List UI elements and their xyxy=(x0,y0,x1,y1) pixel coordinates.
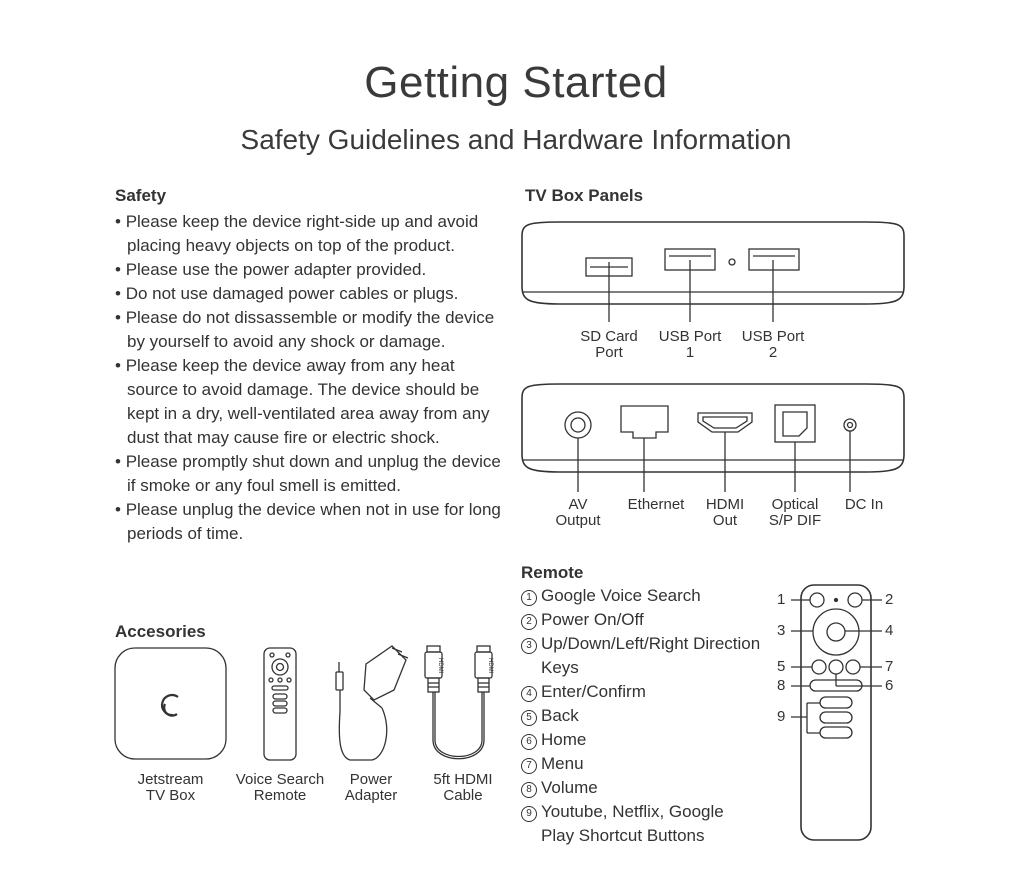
power-button xyxy=(848,593,862,607)
callout-number: 7 xyxy=(885,658,894,675)
voice-search-button xyxy=(810,593,824,607)
hdmi-cable-label: HDMI xyxy=(437,658,443,674)
front-panel-diagram xyxy=(522,222,904,322)
remote-image xyxy=(264,648,296,760)
callout-number: 4 xyxy=(885,622,894,639)
callout-number: 9 xyxy=(777,708,786,725)
panels-heading: TV Box Panels xyxy=(525,186,644,205)
callout-number: 6 xyxy=(885,677,894,694)
callout-number: 3 xyxy=(777,622,786,639)
tv-box-image xyxy=(115,648,226,759)
list-item: 2 Power On/Off xyxy=(521,608,761,632)
list-item: 5 Back xyxy=(521,704,761,728)
list-item: • Please keep the device away from any heat source to avoid damage. The device should be kept in a dry, well-ventilated area away from any dust that may cause fire or electric shock. xyxy=(115,354,505,450)
list-item: • Please keep the device right-side up and avoid placing heavy objects on top of the product. xyxy=(115,210,505,258)
port-label-hdmi-out: HDMI Out xyxy=(705,496,745,529)
back-button xyxy=(812,660,826,674)
port-label-sd-card: SD Card Port xyxy=(580,328,638,361)
power-adapter-image xyxy=(336,646,408,760)
remote-diagram xyxy=(791,585,882,840)
enter-button xyxy=(827,623,845,641)
callout-number: 1 xyxy=(777,591,786,608)
port-label-dc-in: DC In xyxy=(844,496,884,513)
callout-number: 2 xyxy=(885,591,894,608)
port-label-ethernet: Ethernet xyxy=(627,496,685,513)
led-indicator xyxy=(729,259,735,265)
ethernet-port xyxy=(621,406,668,438)
list-item: • Please use the power adapter provided. xyxy=(115,258,505,282)
remote-heading: Remote xyxy=(521,563,584,582)
menu-button xyxy=(846,660,860,674)
port-label-usb-2: USB Port 2 xyxy=(741,328,805,361)
port-label-usb-1: USB Port 1 xyxy=(658,328,722,361)
accessory-label-power-adapter: Power Adapter xyxy=(344,771,398,804)
callout-number: 5 xyxy=(777,658,786,675)
shortcut-button xyxy=(820,712,852,723)
list-item: 4 Enter/Confirm xyxy=(521,680,761,704)
list-item: • Please promptly shut down and unplug the device if smoke or any foul smell is emitted. xyxy=(115,450,505,498)
page-title: Getting Started xyxy=(364,58,668,107)
shortcut-button xyxy=(820,697,852,708)
list-item: 9 Youtube, Netflix, Google Play Shortcut Buttons xyxy=(521,800,761,848)
list-item: 8 Volume xyxy=(521,776,761,800)
page-subtitle: Safety Guidelines and Hardware Information xyxy=(240,124,792,155)
accessory-label-remote: Voice Search Remote xyxy=(235,771,325,804)
callout-number: 8 xyxy=(777,677,786,694)
list-item: • Please unplug the device when not in use for long periods of time. xyxy=(115,498,505,546)
safety-heading: Safety xyxy=(115,186,167,205)
av-output-port xyxy=(565,412,591,438)
list-item: 6 Home xyxy=(521,728,761,752)
remote-button-list xyxy=(521,584,761,848)
list-item: 7 Menu xyxy=(521,752,761,776)
back-panel-diagram xyxy=(522,384,904,492)
list-item: • Do not use damaged power cables or plugs. xyxy=(115,282,505,306)
accessories-heading: Accesories xyxy=(115,622,206,641)
shortcut-button xyxy=(820,727,852,738)
list-item: • Please do not dissassemble or modify the device by yourself to avoid any shock or damage. xyxy=(115,306,505,354)
port-label-optical: Optical S/P DIF xyxy=(768,496,822,529)
accessory-label-hdmi-cable: 5ft HDMI Cable xyxy=(433,771,493,804)
home-button xyxy=(829,660,843,674)
dc-in-port xyxy=(844,419,856,431)
list-item: 1 Google Voice Search xyxy=(521,584,761,608)
accessory-label-tv-box: Jetstream TV Box xyxy=(137,771,204,804)
direction-pad xyxy=(813,609,859,655)
usb-port-2 xyxy=(749,249,799,270)
list-item: 3 Up/Down/Left/Right Direction Keys xyxy=(521,632,761,680)
hdmi-cable-label: HDMI xyxy=(487,658,493,674)
port-label-av-output: AV Output xyxy=(555,496,601,529)
